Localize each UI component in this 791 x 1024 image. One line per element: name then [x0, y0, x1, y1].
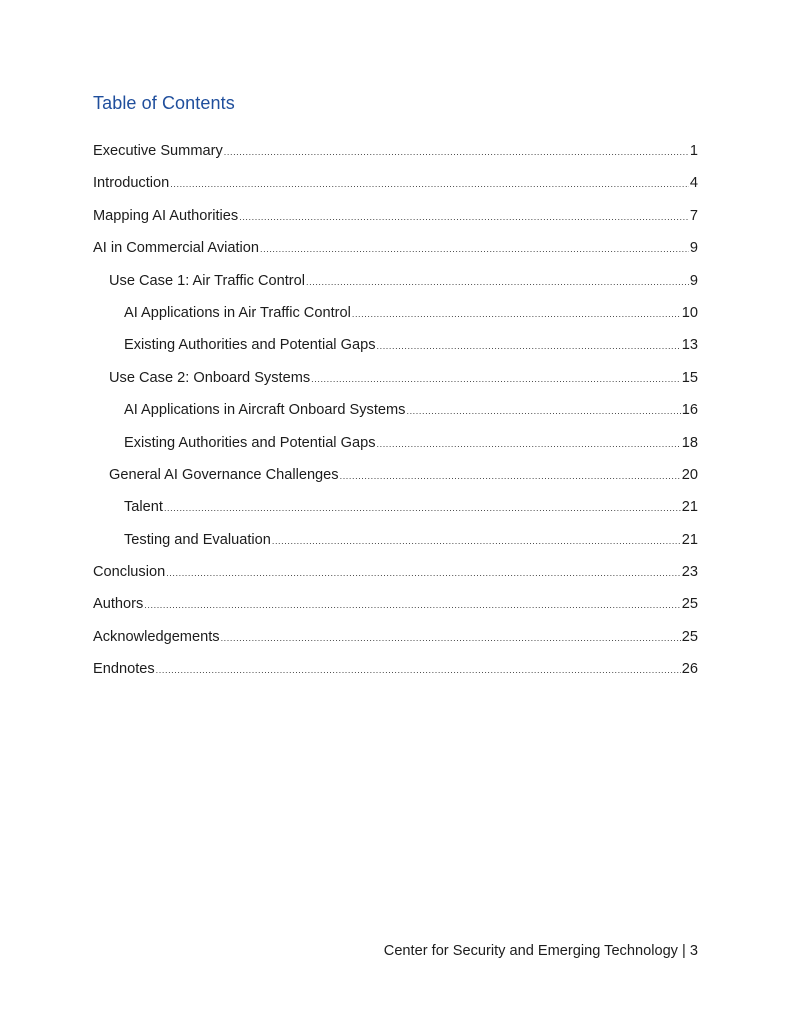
toc-entry-introduction[interactable]	[93, 171, 698, 203]
toc-entry-label: Acknowledgements	[93, 628, 220, 645]
toc-entry-label: Endnotes	[93, 661, 155, 678]
toc-entry-page: 23	[681, 564, 698, 581]
toc-entry-page: 9	[689, 272, 698, 289]
toc-entry-ai-in-commercial-aviation[interactable]	[93, 236, 698, 268]
toc-entry-label: AI in Commercial Aviation	[93, 240, 260, 257]
toc-entry-page: 1	[689, 143, 698, 159]
page-footer: Center for Security and Emerging Technology | 3	[383, 943, 698, 959]
toc-dot-leader	[221, 626, 681, 650]
toc-entry-ai-applications-atc[interactable]	[93, 301, 698, 333]
toc-dot-leader	[306, 270, 689, 294]
toc-entry-page: 26	[681, 661, 698, 678]
toc-entry-label: Use Case 1: Air Traffic Control	[109, 272, 306, 289]
toc-dot-leader	[272, 529, 681, 553]
toc-entry-acknowledgements[interactable]	[93, 625, 698, 657]
toc-dot-leader	[340, 464, 681, 488]
toc-entry-endnotes[interactable]	[93, 657, 698, 689]
toc-entry-label: Introduction	[93, 175, 170, 192]
toc-entry-label: Conclusion	[93, 564, 166, 581]
toc-dot-leader	[352, 302, 681, 326]
toc-dot-leader	[377, 334, 681, 358]
toc-entry-page: 9	[689, 240, 698, 257]
toc-dot-leader	[170, 172, 689, 196]
toc-entry-label: Existing Authorities and Potential Gaps	[124, 434, 376, 451]
toc-entry-ai-applications-onboard[interactable]	[93, 398, 698, 430]
toc-entry-label: AI Applications in Air Traffic Control	[124, 304, 351, 321]
toc-dot-leader	[164, 496, 681, 520]
toc-entry-page: 4	[689, 175, 698, 192]
toc-entry-label: Mapping AI Authorities	[93, 207, 239, 224]
toc-dot-leader	[156, 658, 681, 682]
toc-entry-page: 13	[681, 337, 698, 354]
toc-entry-label: Testing and Evaluation	[124, 531, 271, 548]
table-of-contents	[93, 139, 698, 690]
toc-entry-conclusion[interactable]	[93, 560, 698, 592]
toc-entry-testing-and-evaluation[interactable]	[93, 528, 698, 560]
toc-dot-leader	[144, 593, 680, 617]
toc-entry-use-case-1[interactable]	[93, 269, 698, 301]
toc-entry-label: AI Applications in Aircraft Onboard Systems	[124, 402, 406, 419]
toc-entry-use-case-2[interactable]	[93, 366, 698, 398]
toc-entry-page: 21	[681, 499, 698, 516]
toc-entry-existing-authorities-2[interactable]	[93, 431, 698, 463]
toc-entry-page: 7	[689, 207, 698, 224]
toc-dot-leader	[224, 140, 689, 164]
toc-entry-page: 25	[681, 596, 698, 613]
toc-dot-leader	[239, 205, 689, 229]
toc-entry-mapping-ai-authorities[interactable]	[93, 204, 698, 236]
toc-entry-page: 16	[681, 402, 698, 419]
toc-entry-page: 18	[681, 434, 698, 451]
toc-dot-leader	[406, 399, 680, 423]
toc-entry-page: 20	[681, 466, 698, 483]
toc-entry-general-ai-governance[interactable]	[93, 463, 698, 495]
toc-entry-label: Authors	[93, 596, 144, 613]
toc-entry-label: General AI Governance Challenges	[109, 466, 339, 483]
toc-entry-existing-authorities-1[interactable]	[93, 333, 698, 365]
toc-entry-label: Talent	[124, 499, 163, 516]
toc-dot-leader	[377, 432, 681, 456]
toc-dot-leader	[166, 561, 681, 585]
toc-entry-page: 25	[681, 628, 698, 645]
toc-entry-talent[interactable]	[93, 495, 698, 527]
toc-entry-label: Existing Authorities and Potential Gaps	[124, 337, 376, 354]
toc-entry-executive-summary[interactable]	[93, 139, 698, 171]
toc-entry-label: Executive Summary	[93, 143, 223, 159]
toc-dot-leader	[311, 367, 681, 391]
page-title: Table of Contents	[93, 93, 235, 113]
toc-entry-label: Use Case 2: Onboard Systems	[109, 369, 311, 386]
toc-entry-page: 15	[681, 369, 698, 386]
toc-entry-authors[interactable]	[93, 592, 698, 624]
toc-entry-page: 10	[681, 304, 698, 321]
toc-entry-page: 21	[681, 531, 698, 548]
toc-dot-leader	[260, 237, 689, 261]
